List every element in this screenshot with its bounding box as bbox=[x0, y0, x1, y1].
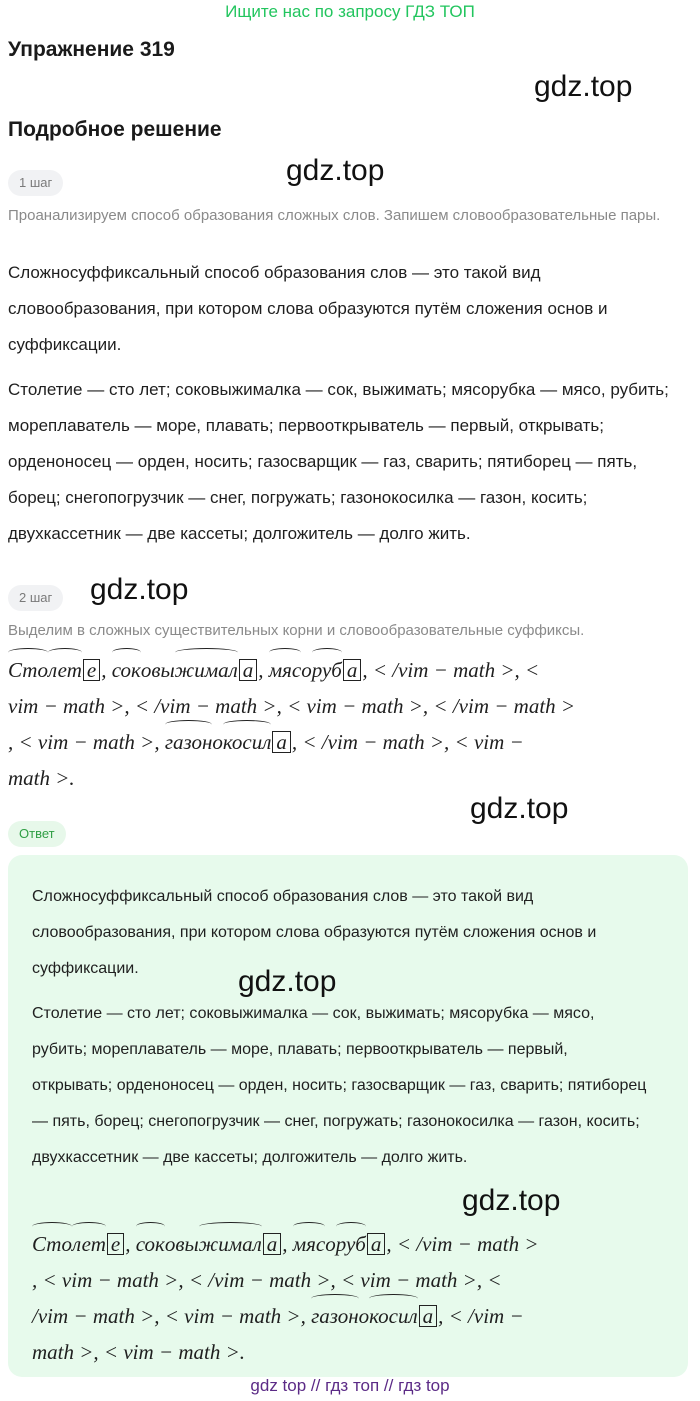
word-part: о bbox=[301, 658, 312, 682]
answer-badge: Ответ bbox=[8, 821, 66, 847]
footer-links[interactable]: gdz top // гдз топ // гдз top bbox=[250, 1376, 450, 1395]
root-arc: руб bbox=[312, 652, 342, 688]
math-line: vim − math >, < /vim − math >, < vim − math >, < /vim − math > bbox=[8, 694, 576, 718]
root-arc: косил bbox=[223, 724, 272, 760]
word-part: овы bbox=[164, 1232, 199, 1256]
root-arc: жимал bbox=[199, 1226, 262, 1262]
math-line: , < vim − math >, < /vim − math >, < vim − math >, < bbox=[32, 1268, 502, 1292]
math-line: math >. bbox=[8, 766, 75, 790]
suffix-box: а bbox=[272, 731, 291, 753]
watermark: gdz.top bbox=[534, 70, 633, 103]
math-text: , < /vim − math > bbox=[386, 1232, 539, 1256]
step-1-pairs: Столетие — сто лет; соковыжималка — сок, выжимать; мясорубка — мясо, рубить; мореплаватель — море, плавать; первооткрыватель — первый, открывать; орденоносец — орден, носить; газосварщик — газ, сварить; пятиборец — пять, борец; снегопогрузчик — снег, погружать; газонокосилка — газон, косить; двухкассетник — две кассеты; долгожитель — долго жить. bbox=[8, 380, 669, 543]
root-arc: косил bbox=[369, 1298, 418, 1334]
root-arc: Сто bbox=[8, 652, 48, 688]
math-text: , < vim − math >, bbox=[8, 730, 165, 754]
root-arc: лет bbox=[72, 1226, 106, 1262]
suffix-box: е bbox=[107, 1233, 124, 1255]
suffix-box: е bbox=[83, 659, 100, 681]
watermark: gdz.top bbox=[470, 792, 569, 825]
step-1-badge: 1 шаг bbox=[8, 170, 63, 196]
root-arc: газон bbox=[311, 1298, 359, 1334]
math-line bbox=[8, 724, 688, 760]
word-part: о bbox=[358, 1304, 370, 1328]
math-line: Столет е , соковыжимал а , мясоруб а , < /vim − math >, < bbox=[8, 652, 688, 688]
root-arc: мяс bbox=[293, 1226, 325, 1262]
suffix-box: а bbox=[263, 1233, 282, 1255]
math-text: < /vim − math >, < bbox=[372, 658, 540, 682]
step-2-hint: Выделим в сложных существительных корни и словообразовательные суффиксы. bbox=[8, 622, 585, 639]
step-2-badge: 2 шаг bbox=[8, 585, 63, 611]
root-arc: жимал bbox=[175, 652, 238, 688]
word-part: овы bbox=[140, 658, 175, 682]
math-text: , < /vim − bbox=[438, 1304, 524, 1328]
section-title: Подробное решение bbox=[8, 118, 222, 141]
suffix-box: а bbox=[419, 1305, 438, 1327]
word-part: о bbox=[325, 1232, 336, 1256]
answer-morpheme-analysis bbox=[32, 1226, 672, 1370]
watermark: gdz.top bbox=[286, 154, 385, 187]
math-text: /vim − math >, < vim − math >, bbox=[32, 1304, 312, 1328]
root-arc: мяс bbox=[269, 652, 301, 688]
math-line bbox=[32, 1298, 672, 1334]
search-banner[interactable]: Ищите нас по запросу ГДЗ ТОП bbox=[225, 2, 475, 21]
step-2-morpheme-analysis bbox=[8, 652, 688, 796]
exercise-title: Упражнение 319 bbox=[8, 38, 175, 61]
root-arc: газон bbox=[165, 724, 213, 760]
suffix-box: а bbox=[367, 1233, 386, 1255]
math-text: , < /vim − math >, < vim − bbox=[291, 730, 524, 754]
root-arc: сок bbox=[112, 652, 141, 688]
math-line: math >, < vim − math >. bbox=[32, 1340, 246, 1364]
watermark: gdz.top bbox=[238, 965, 337, 998]
answer-definition: Сложносуффиксальный способ образования слов — это такой вид словообразования, при котором слова образуются путём сложения основ и суффиксации. bbox=[32, 888, 597, 977]
step-1-hint: Проанализируем способ образования сложных слов. Запишем словообразовательные пары. bbox=[8, 207, 661, 224]
suffix-box: а bbox=[343, 659, 362, 681]
root-arc: Сто bbox=[32, 1226, 72, 1262]
root-arc: лет bbox=[48, 652, 82, 688]
math-line: Столет е , соковыжимал а , мясоруб а , < /vim − math > bbox=[32, 1226, 672, 1262]
step-1-definition: Сложносуффиксальный способ образования слов — это такой вид словообразования, при котором слова образуются путём сложения основ и суффиксации. bbox=[8, 263, 608, 354]
suffix-box: а bbox=[239, 659, 258, 681]
watermark: gdz.top bbox=[462, 1184, 561, 1217]
root-arc: руб bbox=[336, 1226, 366, 1262]
word-part: о bbox=[212, 730, 223, 754]
root-arc: сок bbox=[136, 1226, 165, 1262]
watermark: gdz.top bbox=[90, 573, 189, 606]
answer-pairs: Столетие — сто лет; соковыжималка — сок, выжимать; мясорубка — мясо, рубить; мореплаватель — море, плавать; первооткрыватель — первый, открывать; орденоносец — орден, носить; газосварщик — газ, сварить; пятиборец — пять, борец; снегопогрузчик — снег, погружать; газонокосилка — газон, косить; двухкассетник — две кассеты; долгожитель — долго жить. bbox=[32, 1005, 647, 1166]
